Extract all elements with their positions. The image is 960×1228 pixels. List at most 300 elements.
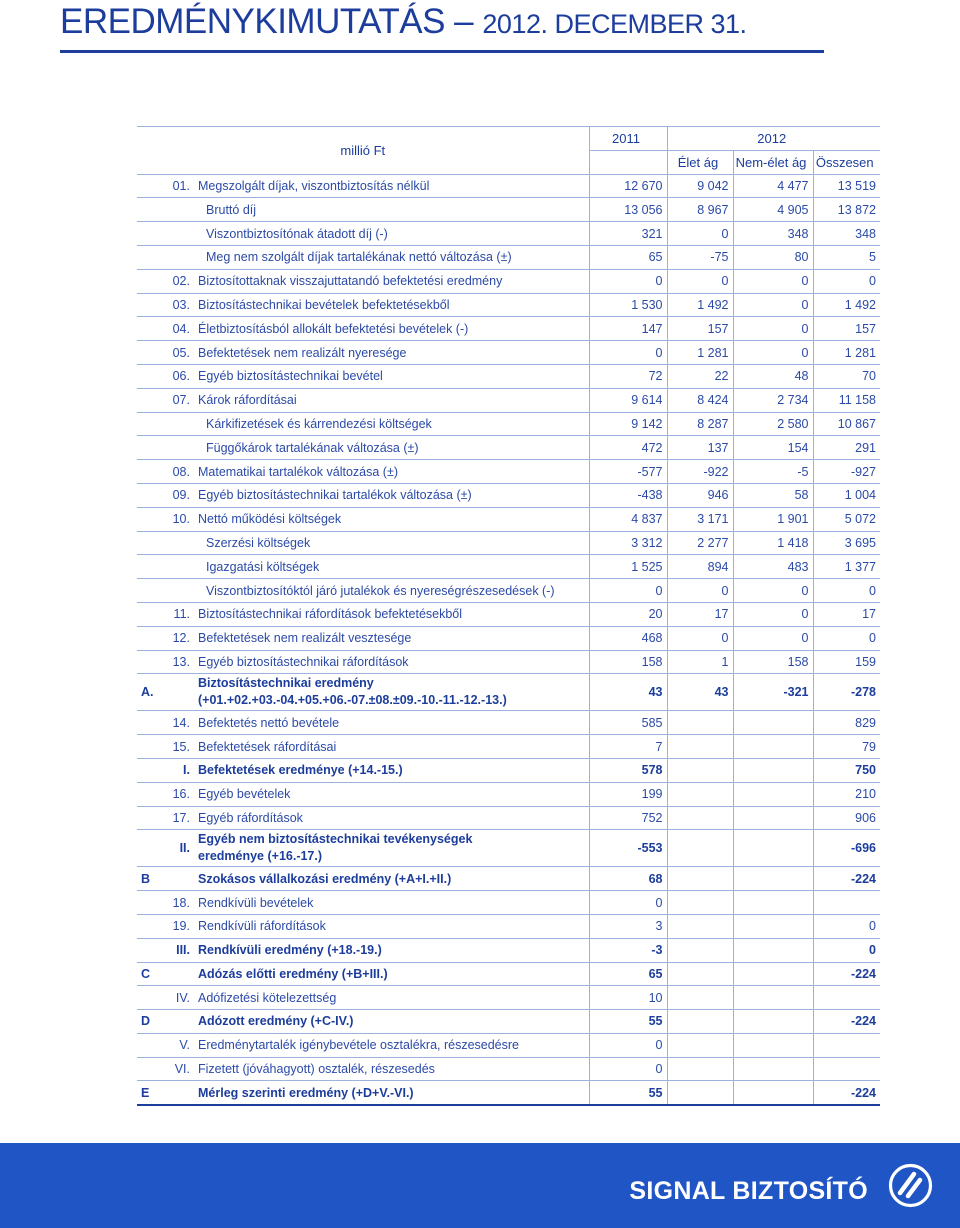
value-2012-life: 946 [667, 483, 733, 507]
value-2012-total: 750 [813, 758, 880, 782]
value-2012-nonlife: -5 [733, 460, 813, 484]
row-number: 06. [172, 369, 190, 384]
value-2012-nonlife [733, 891, 813, 915]
value-2012-life [667, 962, 733, 986]
row-number: 04. [172, 321, 190, 336]
value-2012-life: -922 [667, 460, 733, 484]
value-2012-total: 17 [813, 602, 880, 626]
row-description: Matematikai tartalékok változása (±) [198, 464, 398, 479]
table-row [137, 867, 880, 891]
value-2011: 65 [589, 962, 667, 986]
value-2012-life: 157 [667, 317, 733, 341]
title-divider [60, 50, 824, 53]
value-2012-nonlife: 348 [733, 222, 813, 246]
table-row [137, 364, 880, 388]
table-row [137, 198, 880, 222]
value-2012-nonlife: 0 [733, 341, 813, 365]
value-2012-nonlife [733, 758, 813, 782]
value-2011: 12 670 [589, 174, 667, 198]
row-description: Biztosítástechnikai bevételek befektetésekből [198, 297, 450, 312]
value-2012-life [667, 1081, 733, 1105]
row-letter [137, 735, 160, 759]
value-2012-life [667, 1057, 733, 1081]
row-letter [137, 269, 160, 293]
table-row [137, 674, 880, 711]
row-letter: A. [141, 685, 154, 700]
table-row [137, 483, 880, 507]
footer-band [0, 1143, 960, 1228]
row-description: Viszontbiztosítóktól járó jutalékok és nyereségrészesedések (-) [206, 583, 555, 598]
row-description: Rendkívüli eredmény (+18.-19.) [198, 943, 382, 958]
row-number: III. [176, 943, 190, 958]
value-2012-nonlife [733, 735, 813, 759]
nonlife-header: Nem-élet ág [733, 150, 813, 174]
value-2012-life [667, 891, 733, 915]
value-2012-nonlife [733, 806, 813, 830]
value-2012-life [667, 782, 733, 806]
value-2011: 55 [589, 1010, 667, 1034]
table-row [137, 245, 880, 269]
table-row [137, 650, 880, 674]
row-description: Bruttó díj [206, 202, 257, 217]
row-letter [137, 507, 160, 531]
value-2012-life: 1 [667, 650, 733, 674]
value-2012-total: 3 695 [813, 531, 880, 555]
table-row [137, 555, 880, 579]
value-2012-nonlife: 0 [733, 579, 813, 603]
value-2012-life: 137 [667, 436, 733, 460]
value-2012-total: 348 [813, 222, 880, 246]
row-letter [137, 711, 160, 735]
table-row [137, 782, 880, 806]
year-2011-header: 2011 [589, 127, 667, 151]
value-2012-total: 1 492 [813, 293, 880, 317]
table-row [137, 579, 880, 603]
row-description: Biztosítottaknak visszajuttatandó befektetési eredmény [198, 274, 503, 289]
value-2012-nonlife [733, 1033, 813, 1057]
value-2011: 199 [589, 782, 667, 806]
value-2011: 158 [589, 650, 667, 674]
value-2012-life [667, 914, 733, 938]
value-2012-nonlife [733, 914, 813, 938]
row-description-line1: Biztosítástechnikai eredmény [198, 676, 374, 691]
value-2012-nonlife: 2 734 [733, 388, 813, 412]
value-2011: 9 142 [589, 412, 667, 436]
row-number: 05. [172, 345, 190, 360]
row-description-line2: eredménye (+16.-17.) [198, 849, 323, 864]
value-2012-total: -927 [813, 460, 880, 484]
row-number: 03. [172, 297, 190, 312]
value-2011: 7 [589, 735, 667, 759]
value-2012-nonlife: 158 [733, 650, 813, 674]
value-2012-total: 10 867 [813, 412, 880, 436]
value-2012-nonlife [733, 830, 813, 867]
row-description: Egyéb biztosítástechnikai tartalékok változása (±) [198, 488, 472, 503]
value-2011: 9 614 [589, 388, 667, 412]
title-main: EREDMÉNYKIMUTATÁS – [60, 2, 474, 41]
row-letter [137, 806, 160, 830]
row-letter [137, 222, 160, 246]
row-number: 01. [172, 178, 190, 193]
row-letter [137, 830, 160, 867]
row-letter [137, 650, 160, 674]
value-2012-life [667, 830, 733, 867]
row-number: 16. [172, 787, 190, 802]
value-2011: 10 [589, 986, 667, 1010]
table-row [137, 412, 880, 436]
value-2012-life: 8 287 [667, 412, 733, 436]
row-letter [137, 293, 160, 317]
total-header: Összesen [813, 150, 880, 174]
value-2012-total: 210 [813, 782, 880, 806]
value-2012-nonlife: 483 [733, 555, 813, 579]
value-2012-nonlife [733, 782, 813, 806]
row-letter [137, 412, 160, 436]
table-row [137, 986, 880, 1010]
value-2012-nonlife [733, 1010, 813, 1034]
value-2011: 65 [589, 245, 667, 269]
value-2012-total: 13 519 [813, 174, 880, 198]
value-2012-nonlife: -321 [733, 674, 813, 711]
row-description: Fizetett (jóváhagyott) osztalék, részesedés [198, 1062, 435, 1077]
value-2012-life: 894 [667, 555, 733, 579]
row-number: II. [179, 841, 190, 856]
value-2011: 472 [589, 436, 667, 460]
row-description-line2: (+01.+02.+03.-04.+05.+06.-07.±08.±09.-10.-11.-12.-13.) [198, 693, 507, 708]
value-2012-total: -224 [813, 867, 880, 891]
value-2012-nonlife: 0 [733, 269, 813, 293]
table-row [137, 806, 880, 830]
value-2012-total: -278 [813, 674, 880, 711]
row-number [160, 867, 198, 891]
value-2011: 147 [589, 317, 667, 341]
value-2012-total: 1 377 [813, 555, 880, 579]
value-2012-nonlife: 0 [733, 626, 813, 650]
value-2011: 72 [589, 364, 667, 388]
row-letter [137, 317, 160, 341]
row-letter: C [141, 966, 151, 981]
row-number: 17. [172, 810, 190, 825]
row-description: Adózás előtti eredmény (+B+III.) [198, 966, 388, 981]
value-2012-life: -75 [667, 245, 733, 269]
table-row [137, 1010, 880, 1034]
table-row [137, 531, 880, 555]
value-2012-life: 3 171 [667, 507, 733, 531]
table-row [137, 269, 880, 293]
table-row [137, 388, 880, 412]
value-2012-nonlife: 1 418 [733, 531, 813, 555]
value-2012-life: 9 042 [667, 174, 733, 198]
row-letter [137, 531, 160, 555]
value-2012-nonlife: 4 477 [733, 174, 813, 198]
value-2011: 0 [589, 269, 667, 293]
row-letter [137, 758, 160, 782]
row-description: Befektetések eredménye (+14.-15.) [198, 763, 403, 778]
value-2011: 1 530 [589, 293, 667, 317]
value-2012-nonlife: 48 [733, 364, 813, 388]
row-description [198, 674, 589, 711]
row-letter [137, 460, 160, 484]
table-row [137, 914, 880, 938]
row-description [198, 830, 589, 867]
row-letter [137, 198, 160, 222]
row-number [160, 436, 198, 460]
row-description: Szokásos vállalkozási eredmény (+A+I.+II.) [198, 871, 452, 886]
row-description: Függőkárok tartalékának változása (±) [206, 440, 419, 455]
value-2011: 68 [589, 867, 667, 891]
row-letter [137, 364, 160, 388]
value-2012-total [813, 891, 880, 915]
row-description: Igazgatási költségek [206, 559, 320, 574]
value-2012-nonlife: 0 [733, 602, 813, 626]
value-2012-nonlife: 2 580 [733, 412, 813, 436]
unit-label: millió Ft [340, 142, 386, 158]
row-letter [137, 388, 160, 412]
row-letter [137, 555, 160, 579]
table-row [137, 891, 880, 915]
row-description: Egyéb biztosítástechnikai ráfordítások [198, 654, 409, 669]
value-2012-total: 0 [813, 626, 880, 650]
table-row [137, 626, 880, 650]
value-2011: 43 [589, 674, 667, 711]
value-2012-life: 1 281 [667, 341, 733, 365]
value-2011: 0 [589, 579, 667, 603]
value-2012-total: 0 [813, 938, 880, 962]
table-row [137, 341, 880, 365]
row-number [160, 674, 198, 711]
row-description: Viszontbiztosítónak átadott díj (-) [206, 226, 388, 241]
value-2011: 0 [589, 1033, 667, 1057]
row-description: Megszolgált díjak, viszontbiztosítás nélkül [198, 178, 430, 193]
row-description: Befektetések nem realizált vesztesége [198, 631, 412, 646]
row-number: VI. [174, 1062, 190, 1077]
row-letter [137, 891, 160, 915]
value-2012-life: 0 [667, 626, 733, 650]
row-number: 08. [172, 464, 190, 479]
row-number [160, 1081, 198, 1105]
row-letter [137, 579, 160, 603]
row-number: 07. [172, 393, 190, 408]
value-2012-life: 17 [667, 602, 733, 626]
row-description: Rendkívüli ráfordítások [198, 919, 326, 934]
value-2011: 1 525 [589, 555, 667, 579]
row-letter [137, 782, 160, 806]
row-description: Egyéb biztosítástechnikai bevétel [198, 369, 383, 384]
row-letter [137, 1057, 160, 1081]
value-2012-life [667, 806, 733, 830]
value-2012-total: 0 [813, 269, 880, 293]
value-2012-life [667, 758, 733, 782]
value-2012-life: 2 277 [667, 531, 733, 555]
row-description: Adófizetési kötelezettség [198, 990, 337, 1005]
row-description-line1: Egyéb nem biztosítástechnikai tevékenységek [198, 832, 473, 847]
row-number [160, 412, 198, 436]
income-statement-table [137, 126, 880, 1106]
value-2012-total: 829 [813, 711, 880, 735]
row-description: Nettó működési költségek [198, 512, 342, 527]
value-2011: 3 [589, 914, 667, 938]
value-2011: 321 [589, 222, 667, 246]
value-2012-nonlife [733, 962, 813, 986]
value-2012-nonlife: 1 901 [733, 507, 813, 531]
row-description: Rendkívüli bevételek [198, 895, 314, 910]
row-description: Befektetések nem realizált nyeresége [198, 345, 407, 360]
value-2012-nonlife [733, 938, 813, 962]
value-2012-nonlife [733, 867, 813, 891]
row-letter: E [141, 1085, 150, 1100]
value-2012-nonlife: 4 905 [733, 198, 813, 222]
row-number: I. [183, 763, 190, 778]
value-2012-life [667, 1010, 733, 1034]
value-2012-nonlife: 80 [733, 245, 813, 269]
value-2012-total: -224 [813, 1010, 880, 1034]
row-number: 18. [172, 895, 190, 910]
table-row [137, 711, 880, 735]
value-2012-total: 79 [813, 735, 880, 759]
value-2012-life: 8 967 [667, 198, 733, 222]
row-letter [137, 245, 160, 269]
value-2012-life [667, 986, 733, 1010]
signal-logo-icon [888, 1163, 933, 1208]
table-row [137, 938, 880, 962]
row-description: Károk ráfordításai [198, 393, 297, 408]
row-number [160, 245, 198, 269]
row-number: 15. [172, 739, 190, 754]
table-row [137, 602, 880, 626]
row-description: Egyéb ráfordítások [198, 810, 303, 825]
value-2012-total: 291 [813, 436, 880, 460]
row-letter: D [141, 1014, 151, 1029]
value-2012-life: 22 [667, 364, 733, 388]
value-2011: -438 [589, 483, 667, 507]
value-2011: 4 837 [589, 507, 667, 531]
table-row [137, 735, 880, 759]
row-description: Befektetés nettó bevétele [198, 715, 340, 730]
value-2012-nonlife [733, 986, 813, 1010]
value-2012-total: 11 158 [813, 388, 880, 412]
value-2011: 578 [589, 758, 667, 782]
table-row [137, 222, 880, 246]
table-row [137, 830, 880, 867]
row-description: Szerzési költségek [206, 535, 311, 550]
value-2012-life [667, 1033, 733, 1057]
value-2012-nonlife: 0 [733, 317, 813, 341]
table-row [137, 962, 880, 986]
value-2011: 13 056 [589, 198, 667, 222]
value-2012-nonlife: 154 [733, 436, 813, 460]
row-description: Befektetések ráfordításai [198, 739, 337, 754]
table-row [137, 460, 880, 484]
row-number [160, 1010, 198, 1034]
row-letter: B [141, 871, 151, 886]
table-row [137, 1033, 880, 1057]
value-2012-total: 1 281 [813, 341, 880, 365]
row-number [160, 531, 198, 555]
value-2012-total [813, 986, 880, 1010]
value-2012-life [667, 735, 733, 759]
value-2011: 55 [589, 1081, 667, 1105]
row-description: Életbiztosításból allokált befektetési bevételek (-) [198, 321, 469, 336]
row-number: 12. [172, 631, 190, 646]
value-2012-total: 906 [813, 806, 880, 830]
row-letter [137, 914, 160, 938]
value-2012-total: -224 [813, 1081, 880, 1105]
row-description: Meg nem szolgált díjak tartalékának nettó változása (±) [206, 250, 512, 265]
row-number [160, 962, 198, 986]
value-2012-life: 8 424 [667, 388, 733, 412]
row-letter [137, 436, 160, 460]
table-row [137, 507, 880, 531]
value-2012-total: -224 [813, 962, 880, 986]
value-2012-nonlife: 0 [733, 293, 813, 317]
value-2012-total: 5 [813, 245, 880, 269]
brand-name: SIGNAL BIZTOSÍTÓ [629, 1177, 868, 1205]
row-description: Eredménytartalék igénybevétele osztalékra, részesedésre [198, 1038, 520, 1053]
value-2012-total: 159 [813, 650, 880, 674]
table-header-years [137, 127, 880, 151]
table-row [137, 317, 880, 341]
title-date: 2012. DECEMBER 31. [482, 9, 747, 39]
row-letter [137, 986, 160, 1010]
value-2011: 0 [589, 341, 667, 365]
row-letter [137, 341, 160, 365]
value-2012-life: 1 492 [667, 293, 733, 317]
row-number: 13. [172, 654, 190, 669]
row-letter [137, 1033, 160, 1057]
value-2011: -3 [589, 938, 667, 962]
row-number [160, 222, 198, 246]
table-row [137, 293, 880, 317]
value-2011: 0 [589, 1057, 667, 1081]
value-2012-total: -696 [813, 830, 880, 867]
value-2012-total [813, 1033, 880, 1057]
table-row [137, 1081, 880, 1105]
row-number: 14. [172, 715, 190, 730]
value-2012-total [813, 1057, 880, 1081]
value-2012-total: 1 004 [813, 483, 880, 507]
row-description: Biztosítástechnikai ráfordítások befektetésekből [198, 607, 463, 622]
value-2012-nonlife: 58 [733, 483, 813, 507]
row-letter [137, 483, 160, 507]
value-2012-life: 43 [667, 674, 733, 711]
value-2011: 0 [589, 891, 667, 915]
table-row [137, 1057, 880, 1081]
value-2012-nonlife [733, 711, 813, 735]
value-2012-life [667, 867, 733, 891]
row-number: 19. [172, 919, 190, 934]
row-description: Kárkifizetések és kárrendezési költségek [206, 416, 432, 431]
row-letter [137, 626, 160, 650]
row-letter [137, 174, 160, 198]
value-2011: -553 [589, 830, 667, 867]
row-number: 02. [172, 274, 190, 289]
row-number: 09. [172, 488, 190, 503]
row-number: IV. [175, 990, 190, 1005]
value-2011: -577 [589, 460, 667, 484]
value-2012-nonlife [733, 1057, 813, 1081]
value-2012-total: 157 [813, 317, 880, 341]
year-2012-header: 2012 [667, 127, 880, 151]
row-number [160, 555, 198, 579]
value-2012-life [667, 711, 733, 735]
row-number: 10. [172, 512, 190, 527]
table-row [137, 758, 880, 782]
value-2012-life: 0 [667, 222, 733, 246]
row-number: V. [179, 1038, 190, 1053]
value-2012-life [667, 938, 733, 962]
value-2012-total: 0 [813, 579, 880, 603]
value-2012-life: 0 [667, 269, 733, 293]
